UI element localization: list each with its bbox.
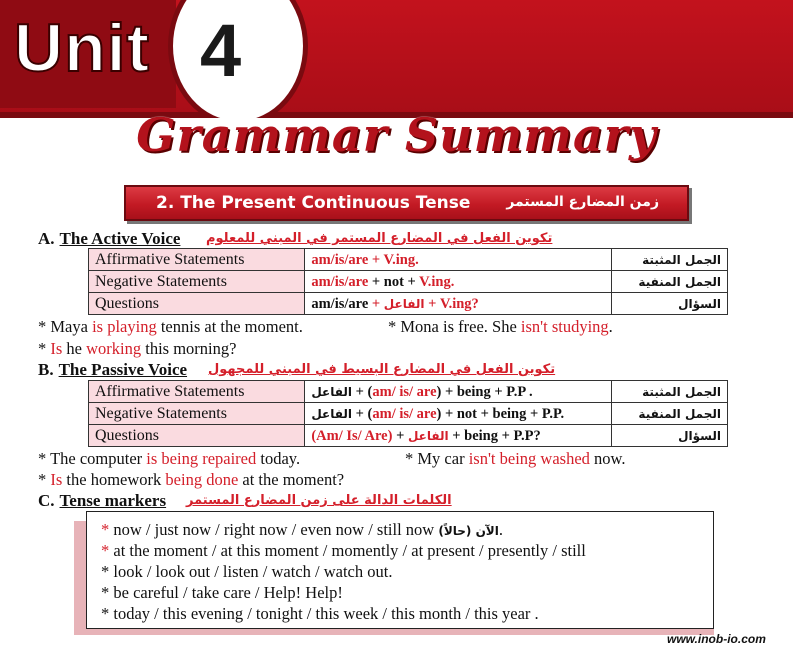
table-row [89, 249, 728, 271]
form-part: + ( [352, 383, 373, 400]
form-part: am/ is/ are [372, 405, 437, 422]
row-form: am/is/are + V.ing. [305, 249, 612, 271]
form-part: V.ing. [419, 273, 455, 290]
example-verb: isn't being washed [468, 449, 590, 468]
section-a-arabic-title: تكوين الفعل في المضارع المستمر في المبني للمعلوم [206, 231, 553, 246]
example-text: now. [589, 449, 626, 468]
bullet-star: * [101, 562, 110, 581]
footer-website: www.inob-io.com [667, 632, 766, 646]
example-text: tennis at the moment. [156, 317, 303, 336]
marker-text: now / just now / right now / even now / still now [109, 520, 439, 539]
example-text: * [38, 339, 51, 358]
row-form [305, 381, 612, 403]
example-text: today. [256, 449, 301, 468]
form-part: ) + being + P.P . [436, 383, 533, 400]
table-row [89, 381, 728, 403]
example-text: * [38, 470, 51, 489]
row-label: Affirmative Statements [89, 249, 305, 271]
section-b-arabic-title: تكوين الفعل في المضارع البسيط في المبني للمجهول [208, 362, 556, 377]
unit-label-box [0, 0, 176, 108]
row-arabic: الجمل المنفية [612, 403, 728, 425]
example-text: * My car [405, 449, 469, 468]
row-form [305, 271, 612, 293]
example-text: * Mona is free. She [388, 317, 521, 336]
example-verb: is playing [92, 317, 157, 336]
form-part: الفاعل [383, 296, 425, 311]
example-line [388, 317, 613, 337]
row-arabic: الجمل المنفية [612, 271, 728, 293]
example-text: . [608, 317, 613, 336]
list-item [101, 583, 343, 603]
marker-text: look / look out / listen / watch / watch out. [109, 562, 393, 581]
marker-text: today / this evening / tonight / this week / this month / this year . [109, 604, 539, 623]
example-verb: Is [50, 470, 63, 489]
form-part: V.ing? [439, 295, 479, 312]
example-text: this morning? [141, 339, 237, 358]
form-part: am/is/are [311, 273, 369, 290]
section-c-title: Tense markers [59, 491, 167, 510]
marker-text: at the moment / at this moment / momently / at present / presently / still [109, 541, 586, 560]
tense-markers-box [86, 511, 714, 629]
row-form [305, 403, 612, 425]
bullet-star: * [101, 604, 110, 623]
form-part: + ( [352, 405, 373, 422]
passive-voice-table [88, 380, 728, 447]
bullet-star: * [101, 541, 110, 560]
row-form [305, 425, 612, 447]
example-text: he [62, 339, 87, 358]
section-c-heading [38, 491, 452, 511]
marker-text: be careful / take care / Help! Help! [109, 583, 343, 602]
row-label: Questions [89, 425, 305, 447]
form-part: + being + P.P? [448, 427, 541, 444]
example-verb: isn't studying [520, 317, 609, 336]
row-arabic: السؤال [612, 293, 728, 315]
example-line [38, 317, 303, 337]
row-arabic: الجمل المثبتة [612, 249, 728, 271]
section-c-arabic-title: الكلمات الدالة على زمن المضارع المستمر [186, 493, 452, 508]
list-item [101, 520, 503, 541]
active-voice-table [88, 248, 728, 315]
form-part: am/is/are [311, 295, 369, 312]
unit-number: 4 [200, 9, 242, 92]
row-arabic: السؤال [612, 425, 728, 447]
row-label: Negative Statements [89, 271, 305, 293]
example-line [38, 449, 300, 469]
section-b-letter: B. [38, 360, 54, 379]
section-banner [124, 185, 689, 221]
list-item [101, 562, 392, 582]
example-text: the homework [62, 470, 166, 489]
bullet-star: * [101, 583, 110, 602]
section-a-heading [38, 229, 553, 249]
row-form [305, 293, 612, 315]
example-verb: working [86, 339, 142, 358]
form-part: الفاعل [407, 428, 449, 443]
example-text: at the moment? [238, 470, 345, 489]
section-a-letter: A. [38, 229, 55, 248]
section-a-title: The Active Voice [59, 229, 181, 248]
form-part: + [368, 295, 384, 312]
table-row [89, 293, 728, 315]
example-line [405, 449, 626, 469]
list-item [101, 604, 539, 624]
example-verb: being done [165, 470, 239, 489]
row-arabic: الجمل المثبتة [612, 381, 728, 403]
unit-word: Unit [14, 10, 151, 86]
example-verb: Is [50, 339, 63, 358]
section-c-letter: C. [38, 491, 55, 510]
banner-arabic-title: زمن المضارع المستمر [506, 194, 659, 210]
example-text: * Maya [38, 317, 93, 336]
form-part: الفاعل [311, 406, 353, 421]
table-row [89, 425, 728, 447]
form-part: am/ is/ are [372, 383, 437, 400]
example-verb: is being repaired [146, 449, 257, 468]
page-title: Grammar Summary [136, 108, 657, 162]
form-part: + not + [368, 273, 420, 290]
form-part: ) + not + being + P.P. [436, 405, 565, 422]
table-row [89, 403, 728, 425]
row-label: Questions [89, 293, 305, 315]
bullet-star: * [101, 520, 110, 539]
banner-english-title: 2. The Present Continuous Tense [156, 193, 471, 213]
section-b-title: The Passive Voice [58, 360, 188, 379]
marker-arabic: الآن (حالاً) [438, 524, 499, 538]
table-row [89, 271, 728, 293]
example-line [38, 339, 236, 359]
section-b-heading [38, 360, 556, 380]
list-item [101, 541, 586, 561]
example-line [38, 470, 344, 490]
row-label: Negative Statements [89, 403, 305, 425]
form-part: الفاعل [311, 384, 353, 399]
form-part: (Am/ Is/ Are) [311, 427, 393, 444]
marker-text: . [498, 520, 503, 539]
form-part: + [424, 295, 440, 312]
example-text: * The computer [38, 449, 147, 468]
row-label: Affirmative Statements [89, 381, 305, 403]
form-part: + [392, 427, 408, 444]
